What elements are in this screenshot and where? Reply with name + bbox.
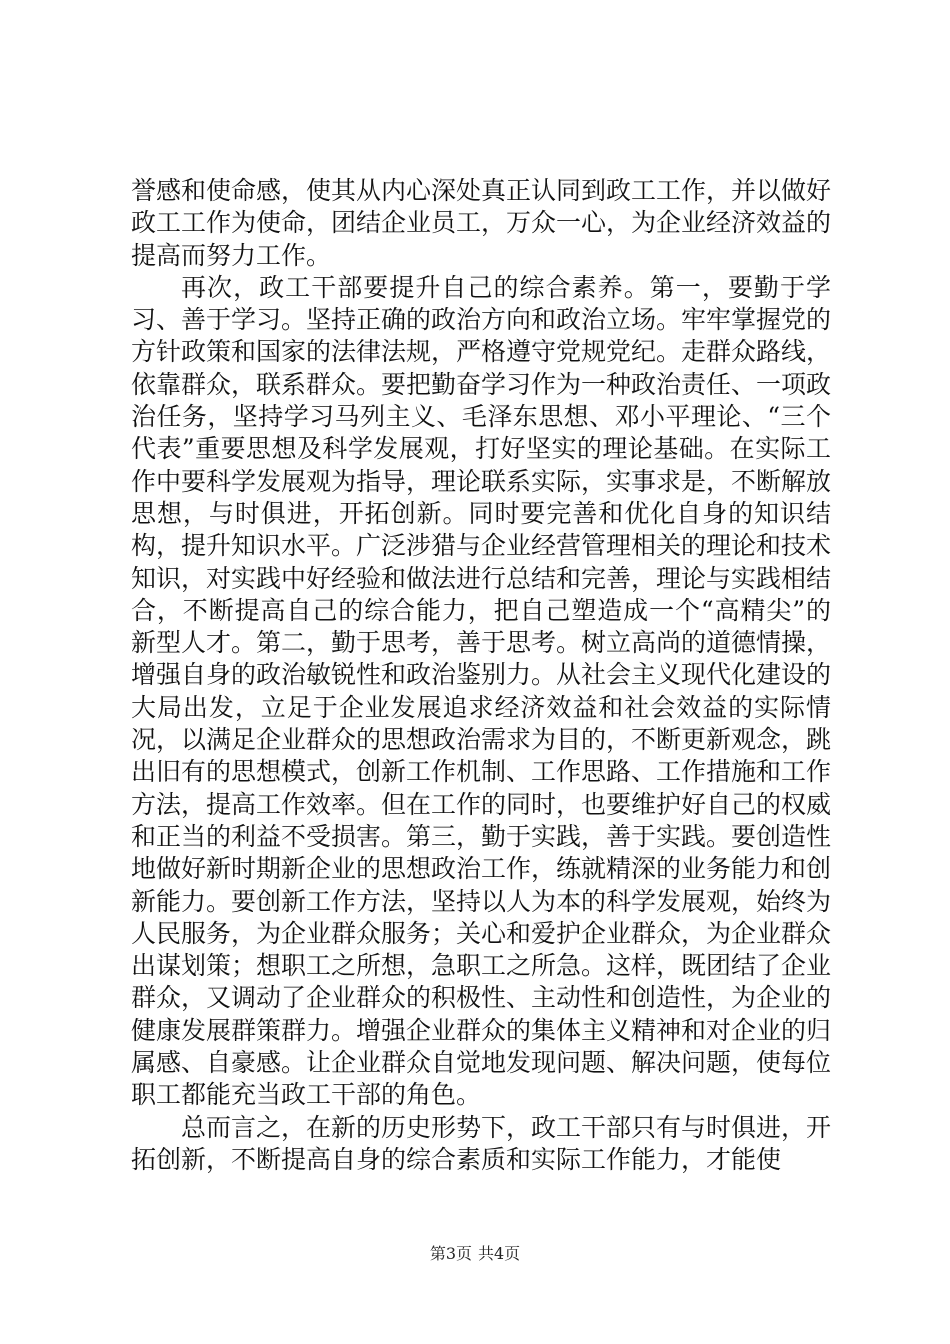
paragraph-continuation: 誉感和使命感，使其从内心深处真正认同到政工工作，并以做好政工工作为使命，团结企业员工，万众一心，为企业经济效益的提高而努力工作。 [131,176,832,270]
paragraph-comprehensive-quality: 再次，政工干部要提升自己的综合素养。第一，要勤于学习、善于学习。坚持正确的政治方向和政治立场。牢牢掌握党的方针政策和国家的法律法规，严格遵守党规党纪。走群众路线，依靠群众，联系群众。要把勤奋学习作为一种政治责任、一项政治任务，坚持学习马列主义、毛泽东思想、邓小平理论、“三个代表”重要思想及科学发展观，打好坚实的理论基础。在实际工作中要科学发展观为指导，理论联系实际，实事求是，不断解放思想，与时俱进，开拓创新。同时要完善和优化自身的知识结构，提升知识水平。广泛涉猎与企业经营管理相关的理论和技术知识，对实践中好经验和做法进行总结和完善，理论与实践相结合，不断提高自己的综合能力，把自己塑造成一个“高精尖”的新型人才。第二，勤于思考，善于思考。树立高尚的道德情操，增强自身的政治敏锐性和政治鉴别力。从社会主义现代化建设的大局出发，立足于企业发展追求经济效益和社会效益的实际情况，以满足企业群众的思想政治需求为目的，不断更新观念，跳出旧有的思想模式，创新工作机制、工作思路、工作措施和工作方法，提高工作效率。但在工作的同时，也要维护好自己的权威和正当的利益不受损害。第三，勤于实践，善于实践。要创造性地做好新时期新企业的思想政治工作，练就精深的业务能力和创新能力。要创新工作方法，坚持以人为本的科学发展观，始终为人民服务，为企业群众服务；关心和爱护企业群众，为企业群众出谋划策；想职工之所想，急职工之所急。这样，既团结了企业群众，又调动了企业群众的积极性、主动性和创造性，为企业的健康发展群策群力。增强企业群众的集体主义精神和对企业的归属感、自豪感。让企业群众自觉地发现问题、解决问题，使每位职工都能充当政工干部的角色。 [131,272,832,1110]
page-number: 第3页 [429,1244,472,1263]
paragraph-conclusion: 总而言之，在新的历史形势下，政工干部只有与时俱进，开拓创新，不断提高自身的综合素质和实际工作能力，才能使 [131,1112,832,1174]
document-body [131,175,831,1176]
page-total: 共4页 [478,1244,521,1263]
page-footer [0,1244,950,1264]
